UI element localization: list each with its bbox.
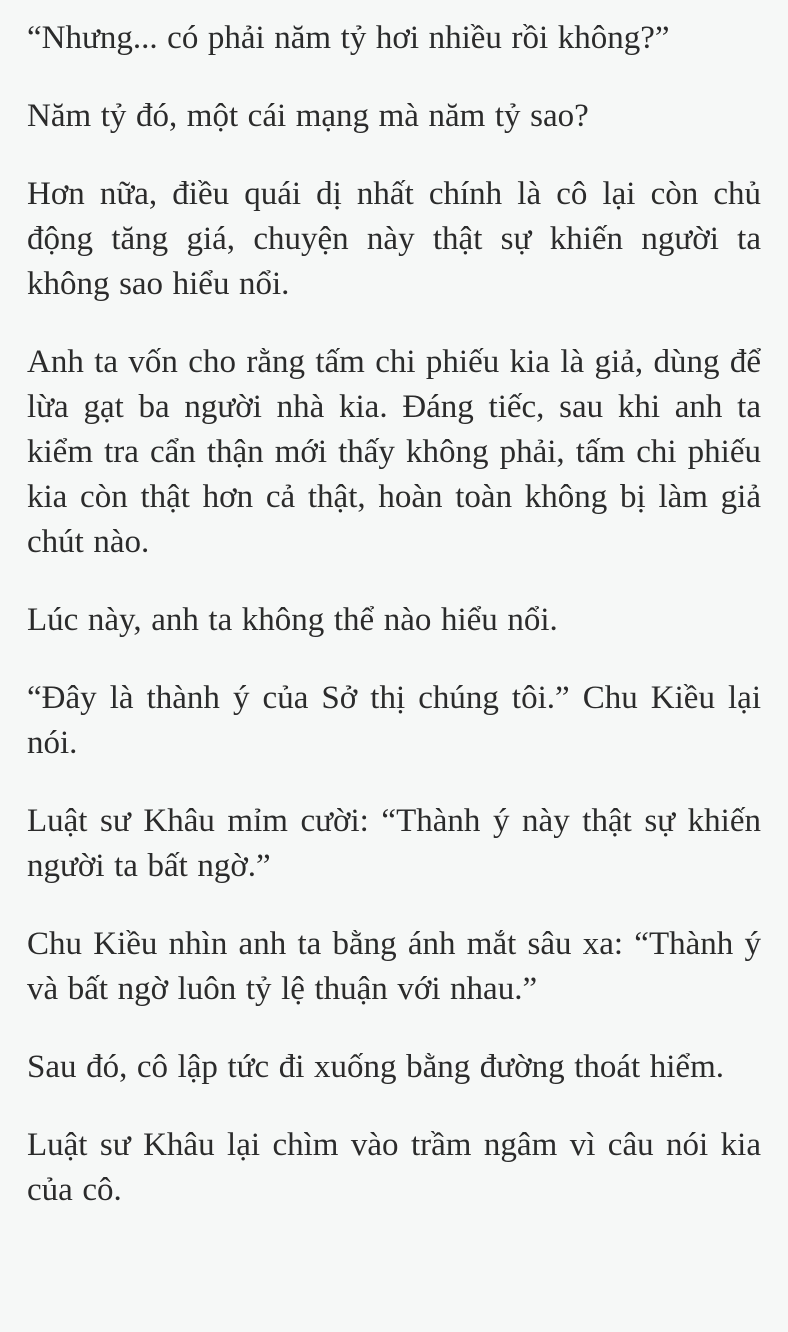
paragraph: Hơn nữa, điều quái dị nhất chính là cô lại còn chủ động tăng giá, chuyện này thật sự khiến người ta không sao hiểu nổi. [27,176,761,302]
paragraph: “Nhưng... có phải năm tỷ hơi nhiều rồi không?” [27,20,670,56]
paragraph: Sau đó, cô lập tức đi xuống bằng đường thoát hiểm. [27,1049,724,1085]
paragraph: “Đây là thành ý của Sở thị chúng tôi.” Chu Kiều lại nói. [27,680,761,761]
paragraph: Chu Kiều nhìn anh ta bằng ánh mắt sâu xa: “Thành ý và bất ngờ luôn tỷ lệ thuận với nhau.” [27,926,761,1007]
paragraph: Luật sư Khâu lại chìm vào trầm ngâm vì câu nói kia của cô. [27,1127,761,1208]
paragraph: Lúc này, anh ta không thể nào hiểu nổi. [27,602,558,638]
paragraph: Năm tỷ đó, một cái mạng mà năm tỷ sao? [27,98,589,134]
paragraph: Luật sư Khâu mỉm cười: “Thành ý này thật sự khiến người ta bất ngờ.” [27,803,761,884]
paragraph: Anh ta vốn cho rằng tấm chi phiếu kia là giả, dùng để lừa gạt ba người nhà kia. Đáng tiếc, sau khi anh ta kiểm tra cẩn thận mới thấy không phải, tấm chi phiếu kia còn thật hơn cả thật, hoàn toàn không bị làm giả chút nào. [27,344,761,560]
